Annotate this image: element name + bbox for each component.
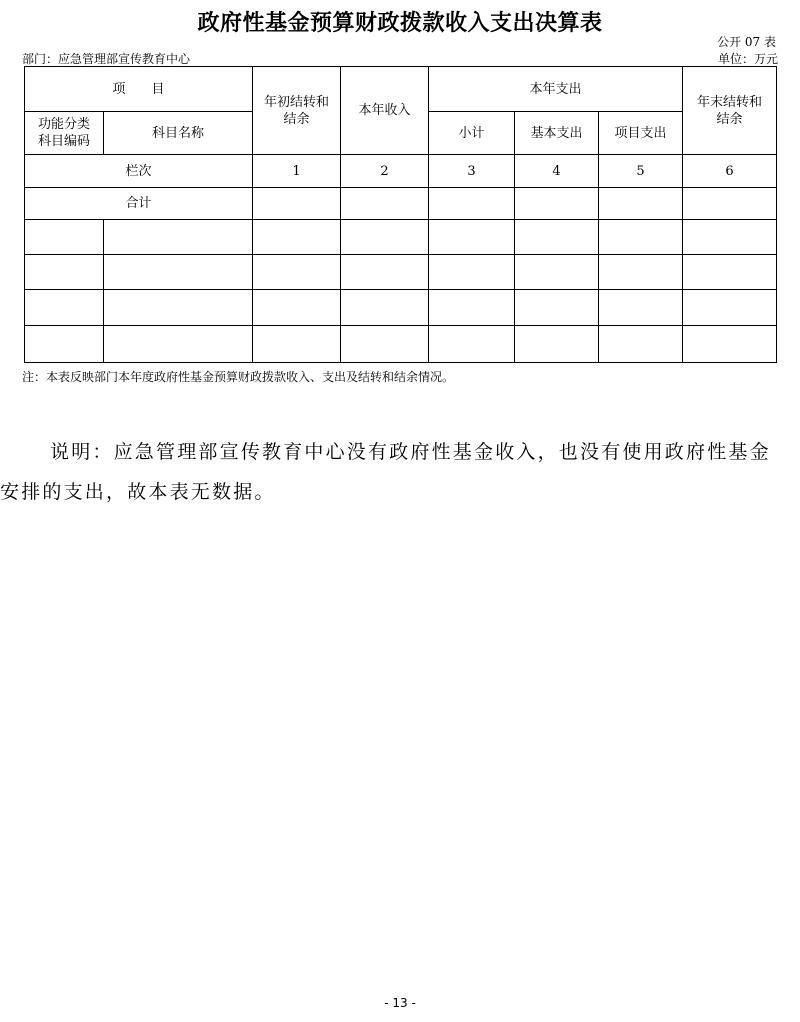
index-row — [25, 155, 777, 188]
table-row — [25, 290, 777, 326]
empty-cell — [515, 220, 599, 255]
col-number: 1 — [253, 155, 341, 188]
header-function-code — [25, 112, 104, 155]
empty-cell — [683, 326, 777, 363]
col-number: 4 — [515, 155, 599, 188]
unit-label: 单位：万元 — [717, 52, 778, 66]
empty-cell — [515, 326, 599, 363]
empty-cell — [25, 326, 104, 363]
empty-cell — [429, 255, 515, 290]
empty-cell — [104, 290, 253, 326]
header-subtotal: 小计 — [429, 112, 515, 155]
empty-cell — [515, 255, 599, 290]
empty-cell — [341, 255, 429, 290]
table-row — [25, 220, 777, 255]
col-number: 3 — [429, 155, 515, 188]
empty-cell — [341, 188, 429, 220]
empty-cell — [253, 326, 341, 363]
empty-cell — [599, 188, 683, 220]
empty-cell — [429, 188, 515, 220]
empty-cell — [253, 255, 341, 290]
empty-cell — [683, 290, 777, 326]
header-basic-expense: 基本支出 — [515, 112, 599, 155]
page-title: 政府性基金预算财政拨款收入支出决算表 — [197, 11, 603, 36]
row-index-label: 栏次 — [25, 155, 253, 188]
header-expense: 本年支出 — [429, 67, 683, 112]
department-label: 部门：应急管理部宣传教育中心 — [22, 52, 191, 66]
table-note: 注：本表反映部门本年度政府性基金预算财政拨款收入、支出及结转和结余情况。 — [22, 370, 455, 384]
header-function-code-text: 功能分类 科目编码 — [37, 117, 90, 149]
empty-cell — [599, 220, 683, 255]
col-number: 5 — [599, 155, 683, 188]
total-row — [25, 188, 777, 220]
form-number: 公开 07 表 — [717, 35, 776, 49]
empty-cell — [104, 255, 253, 290]
empty-cell — [683, 255, 777, 290]
empty-cell — [253, 220, 341, 255]
header-project-expense: 项目支出 — [599, 112, 683, 155]
col-number: 2 — [341, 155, 429, 188]
empty-cell — [599, 290, 683, 326]
empty-cell — [104, 220, 253, 255]
empty-cell — [599, 326, 683, 363]
budget-table — [24, 66, 777, 363]
empty-cell — [253, 188, 341, 220]
col-number: 6 — [683, 155, 777, 188]
empty-cell — [253, 290, 341, 326]
header-beginning-balance-text: 年初结转和 结余 — [264, 94, 330, 127]
empty-cell — [683, 220, 777, 255]
empty-cell — [515, 188, 599, 220]
empty-cell — [341, 290, 429, 326]
table-row — [25, 326, 777, 363]
page-number: - 13 - — [384, 996, 416, 1010]
empty-cell — [341, 220, 429, 255]
empty-cell — [429, 220, 515, 255]
empty-cell — [683, 188, 777, 220]
empty-cell — [25, 220, 104, 255]
empty-cell — [25, 290, 104, 326]
empty-cell — [25, 255, 104, 290]
empty-cell — [599, 255, 683, 290]
empty-cell — [515, 290, 599, 326]
empty-cell — [341, 326, 429, 363]
table-row — [25, 255, 777, 290]
explanation-paragraph: 说明：应急管理部宣传教育中心没有政府性基金收入，也没有使用政府性基金安排的支出，故本表无数据。 — [0, 441, 771, 503]
header-ending-balance-text: 年末结转和 结余 — [697, 94, 763, 127]
header-income: 本年收入 — [341, 67, 429, 155]
empty-cell — [429, 326, 515, 363]
header-subject-name: 科目名称 — [104, 112, 253, 155]
empty-cell — [429, 290, 515, 326]
header-ending-balance — [683, 67, 777, 155]
empty-cell — [104, 326, 253, 363]
header-item: 项 目 — [25, 67, 253, 112]
total-label: 合计 — [25, 188, 253, 220]
header-beginning-balance — [253, 67, 341, 155]
